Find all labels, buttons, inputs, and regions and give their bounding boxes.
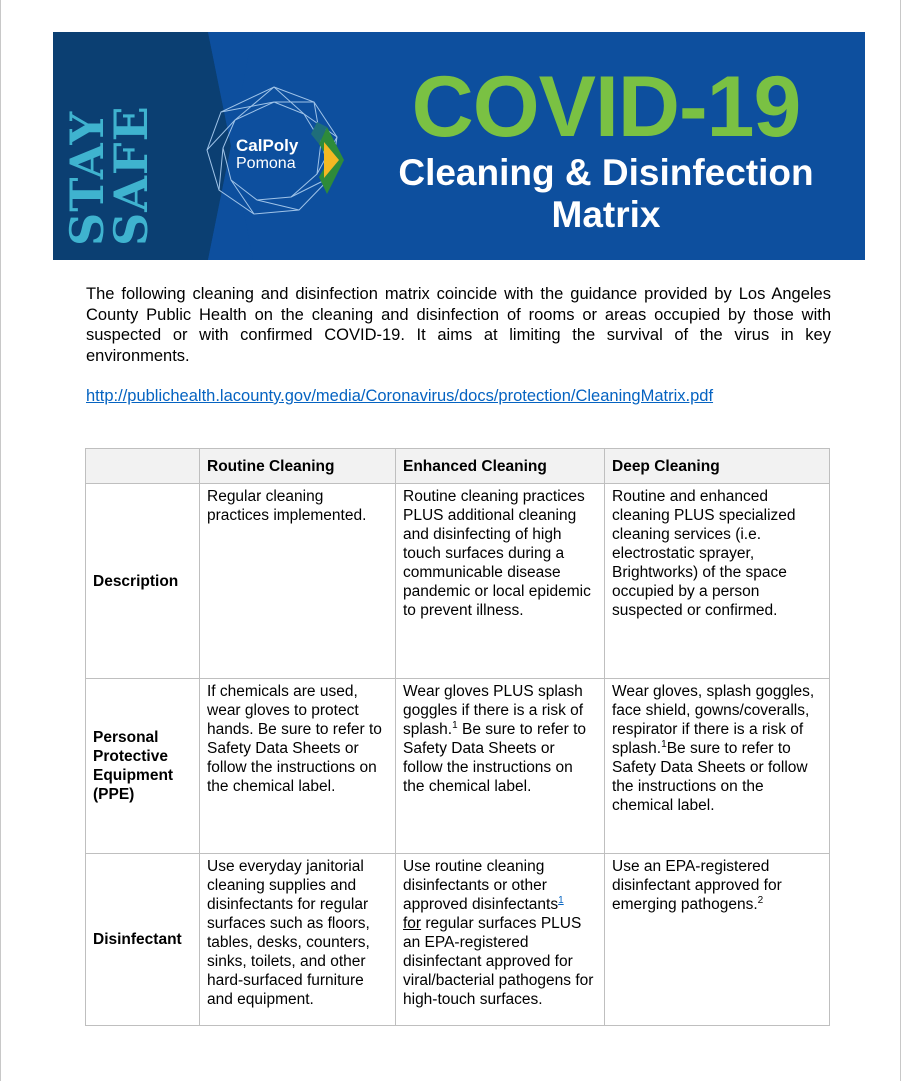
footnote-ref: 1 (452, 719, 458, 731)
table-row-disinfectant (86, 854, 830, 1026)
footnote-ref: 2 (757, 894, 764, 906)
ppe-enhanced-text-a: Wear gloves PLUS splash goggles if there is a risk of splash. (403, 683, 584, 738)
cell-disinfectant-deep (605, 854, 830, 1026)
stay-safe-text (60, 105, 158, 246)
disinfectant-enhanced-for: for (403, 915, 422, 932)
row-label-ppe: Personal Protective Equipment (PPE) (86, 679, 200, 854)
cell-description-routine: Regular cleaning practices implemented. (200, 484, 396, 679)
header-enhanced-cleaning: Enhanced Cleaning (396, 449, 605, 484)
table-row-ppe (86, 679, 830, 854)
header-banner (53, 32, 865, 260)
intro-paragraph: The following cleaning and disinfection matrix coincide with the guidance provided by Los Angeles County Public Health on the cleaning and disinfection of rooms or areas occupied by those with suspected or with confirmed COVID-19. It aims at limiting the survival of the virus in key environments. (86, 285, 831, 365)
header-routine-cleaning: Routine Cleaning (200, 449, 396, 484)
cell-ppe-enhanced (396, 679, 605, 854)
header-cell-empty (86, 449, 200, 484)
page-edge-left (0, 0, 1, 1081)
cleaning-matrix-link[interactable]: http://publichealth.lacounty.gov/media/Coronavirus/docs/protection/CleaningMatrix.pdf (86, 387, 714, 405)
cell-description-deep: Routine and enhanced cleaning PLUS specialized cleaning services (i.e. electrostatic sprayer, Brightworks) of the space occupied by a person suspected or confirmed. (605, 484, 830, 679)
row-label-description: Description (86, 484, 200, 679)
disinfectant-deep-text-a: Use an EPA-registered disinfectant approved for emerging pathogens. (612, 858, 782, 913)
ppe-deep-text-a: Wear gloves, splash goggles, face shield, gowns/coveralls, respirator if there is a risk of splash. (612, 683, 815, 757)
banner-title: COVID-19 (411, 59, 801, 155)
logo-text-pomona: Pomona (236, 155, 296, 172)
row-label-disinfectant: Disinfectant (86, 854, 200, 1026)
cleaning-matrix-table (85, 448, 830, 1026)
footnote-ref: 1 (661, 738, 667, 750)
disinfectant-enhanced-text-b: regular surfaces PLUS an EPA-registered disinfectant approved for viral/bacterial pathogens for high-touch surfaces. (403, 915, 594, 1008)
cell-disinfectant-enhanced (396, 854, 605, 1026)
cell-ppe-deep (605, 679, 830, 854)
header-deep-cleaning: Deep Cleaning (605, 449, 830, 484)
safe-text: SAFE (104, 105, 158, 246)
cell-ppe-routine: If chemicals are used, wear gloves to protect hands. Be sure to refer to Safety Data Sheets or follow the instructions on the chemical label. (200, 679, 396, 854)
cell-description-enhanced: Routine cleaning practices PLUS additional cleaning and disinfecting of high touch surfaces during a communicable disease pandemic or local epidemic to prevent illness. (396, 484, 605, 679)
ppe-enhanced-text-b: Be sure to refer to Safety Data Sheets or follow the instructions on the chemical label. (403, 721, 587, 795)
ppe-deep-text-b: Be sure to refer to Safety Data Sheets or follow the instructions on the chemical label. (612, 740, 808, 814)
table-row-description (86, 484, 830, 679)
table-header-row (86, 449, 830, 484)
banner-subtitle-line2: Matrix (551, 194, 661, 235)
disinfectant-enhanced-text-a: Use routine cleaning disinfectants or other approved disinfectants (403, 858, 559, 913)
logo-text-calpoly: CalPoly (236, 136, 299, 155)
footnote-link[interactable]: 1 (558, 894, 564, 906)
banner-subtitle-line1: Cleaning & Disinfection (398, 152, 814, 193)
stay-text: STAY (60, 110, 114, 246)
cell-disinfectant-routine: Use everyday janitorial cleaning supplies and disinfectants for regular surfaces such as floors, tables, desks, counters, sinks, toilets, and other hard-surfaced furniture and equipment. (200, 854, 396, 1026)
